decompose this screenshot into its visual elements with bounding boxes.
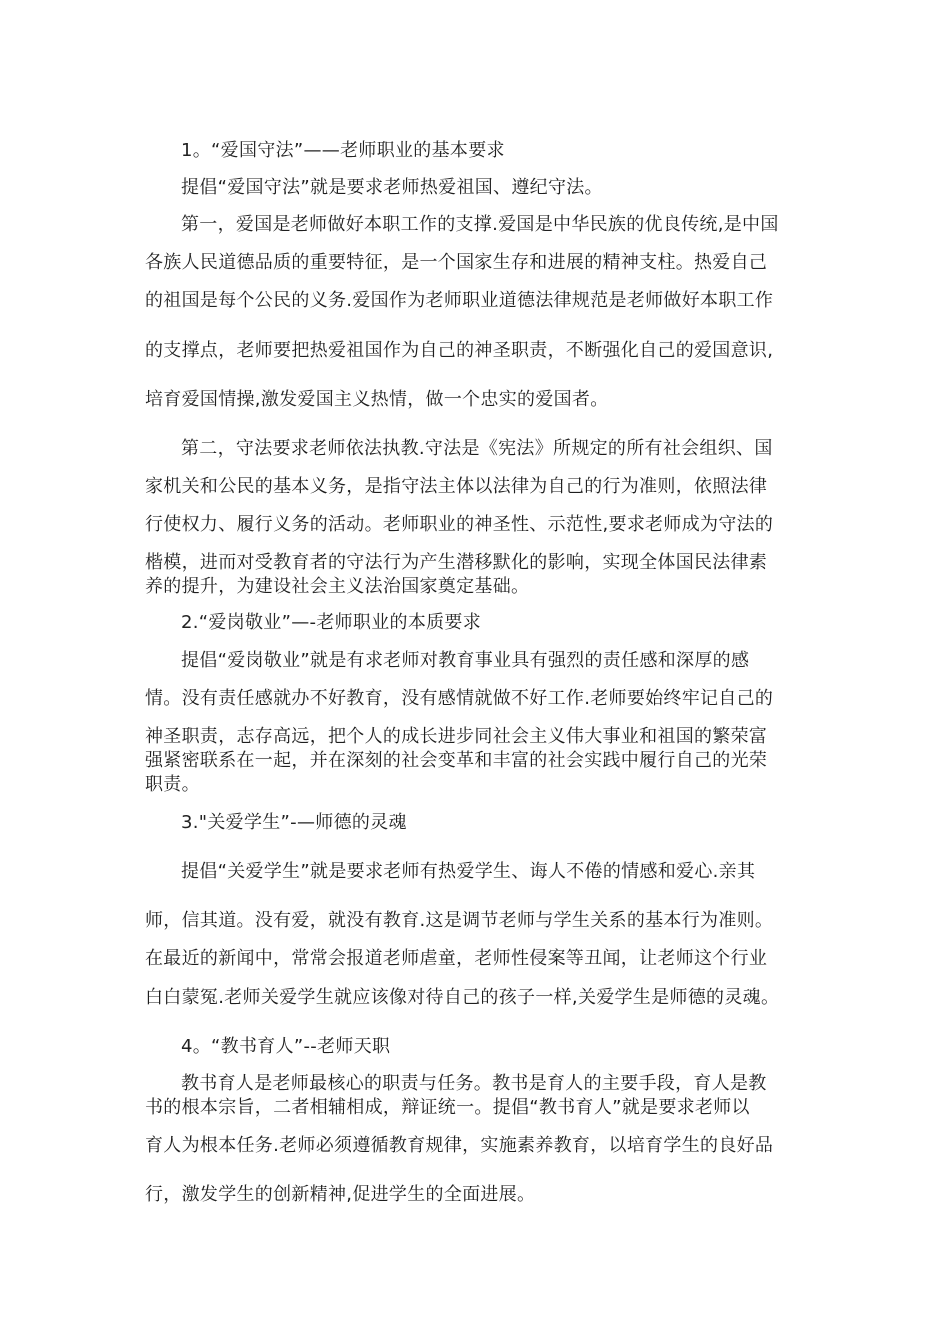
paragraph-line: 情。没有责任感就办不好教育，没有感情就做不好工作.老师要始终牢记自己的 [145, 688, 774, 709]
paragraph-line: 第一，爱国是老师做好本职工作的支撑.爱国是中华民族的优良传统,是中国 [181, 214, 779, 235]
heading-4: 4。“教书育人”--老师天职 [181, 1036, 391, 1057]
paragraph-line: 书的根本宗旨，二者相辅相成，辩证统一。提倡“教书育人”就是要求老师以 [145, 1097, 750, 1118]
heading-1: 1。“爱国守法”——老师职业的基本要求 [181, 140, 505, 161]
paragraph-line: 的支撑点，老师要把热爱祖国作为自己的神圣职责，不断强化自己的爱国意识, [145, 340, 774, 361]
paragraph-line: 家机关和公民的基本义务，是指守法主体以法律为自己的行为准则，依照法律 [145, 476, 768, 497]
paragraph-line: 师，信其道。没有爱，就没有教育.这是调节老师与学生关系的基本行为准则。 [145, 910, 774, 931]
paragraph-line: 行，激发学生的创新精神,促进学生的全面进展。 [145, 1184, 536, 1205]
paragraph-line: 强紧密联系在一起，并在深刻的社会变革和丰富的社会实践中履行自己的光荣 [145, 750, 768, 771]
paragraph-line: 神圣职责，志存高远，把个人的成长进步同社会主义伟大事业和祖国的繁荣富 [145, 726, 768, 747]
paragraph-line: 第二，守法要求老师依法执教.守法是《宪法》所规定的所有社会组织、国 [181, 438, 773, 459]
paragraph-line: 的祖国是每个公民的义务.爱国作为老师职业道德法律规范是老师做好本职工作 [145, 290, 774, 311]
paragraph-line: 白白蒙冤.老师关爱学生就应该像对待自己的孩子一样,关爱学生是师德的灵魂。 [145, 987, 780, 1008]
paragraph-line: 培育爱国情操,激发爱国主义热情，做一个忠实的爱国者。 [145, 389, 609, 410]
paragraph-line: 育人为根本任务.老师必须遵循教育规律，实施素养教育，以培育学生的良好品 [145, 1135, 774, 1156]
paragraph-line: 在最近的新闻中，常常会报道老师虐童，老师性侵案等丑闻，让老师这个行业 [145, 948, 768, 969]
paragraph-line: 提倡“爱岗敬业”就是有求老师对教育事业具有强烈的责任感和深厚的感 [181, 650, 750, 671]
paragraph-line: 行使权力、履行义务的活动。老师职业的神圣性、示范性,要求老师成为守法的 [145, 514, 774, 535]
paragraph-line: 楷模，进而对受教育者的守法行为产生潜移默化的影响，实现全体国民法律素 [145, 552, 768, 573]
paragraph-line: 提倡“爱国守法”就是要求老师热爱祖国、遵纪守法。 [181, 177, 603, 198]
paragraph-line: 教书育人是老师最核心的职责与任务。教书是育人的主要手段，育人是教 [181, 1073, 767, 1094]
paragraph-line: 职责。 [145, 774, 200, 795]
paragraph-line: 养的提升，为建设社会主义法治国家奠定基础。 [145, 576, 530, 597]
heading-3: 3."关爱学生”-—师德的灵魂 [181, 812, 407, 833]
heading-2: 2.“爱岗敬业”—-老师职业的本质要求 [181, 612, 482, 633]
paragraph-line: 提倡“关爱学生”就是要求老师有热爱学生、诲人不倦的情感和爱心.亲其 [181, 861, 756, 882]
paragraph-line: 各族人民道德品质的重要特征，是一个国家生存和进展的精神支柱。热爱自己 [145, 252, 768, 273]
